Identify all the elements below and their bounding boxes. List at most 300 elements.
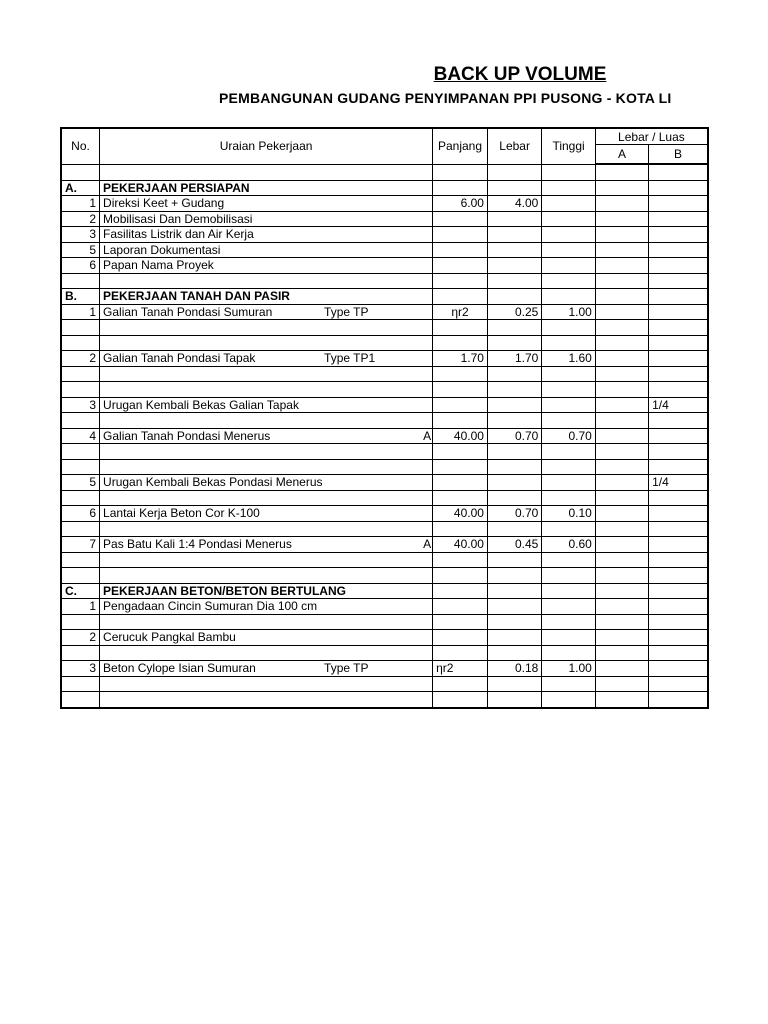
row-no: B.: [61, 289, 100, 305]
row-a: [595, 614, 648, 630]
row-a: [595, 475, 648, 491]
row-a: [595, 397, 648, 413]
row-no: [61, 614, 100, 630]
row-a: [595, 444, 648, 460]
row-a: [595, 599, 648, 615]
row-b: [649, 289, 708, 305]
row-tinggi: [542, 397, 595, 413]
row-lebar: 0.70: [487, 428, 541, 444]
row-no: [61, 459, 100, 475]
row-a: [595, 211, 648, 227]
row-description: [100, 645, 433, 661]
row-b: [649, 180, 708, 196]
row-lebar: [487, 692, 541, 708]
table-row: [61, 273, 708, 289]
row-a: [595, 490, 648, 506]
row-no: [61, 366, 100, 382]
row-panjang: [433, 242, 488, 258]
row-type: Type TP: [324, 661, 369, 675]
row-a: [595, 676, 648, 692]
table-row: [61, 630, 708, 646]
header-lebar: Lebar: [487, 128, 541, 164]
row-lebar: [487, 645, 541, 661]
row-tinggi: [542, 382, 595, 398]
row-lebar: [487, 397, 541, 413]
row-no: [61, 382, 100, 398]
row-description: [100, 583, 433, 599]
row-description-text: Urugan Kembali Bekas Galian Tapak: [103, 397, 299, 412]
row-no: 1: [61, 196, 100, 212]
row-panjang: [433, 645, 488, 661]
row-tinggi: [542, 568, 595, 584]
row-no: [61, 568, 100, 584]
row-b: [649, 459, 708, 475]
row-panjang: [433, 211, 488, 227]
header-b: B: [649, 145, 708, 165]
row-no: 2: [61, 630, 100, 646]
row-a: [595, 645, 648, 661]
row-lebar: [487, 366, 541, 382]
row-panjang: 6.00: [433, 196, 488, 212]
row-b: [649, 521, 708, 537]
row-tinggi: [542, 490, 595, 506]
row-panjang: 1.70: [433, 351, 488, 367]
row-tinggi: [542, 320, 595, 336]
row-a: [595, 459, 648, 475]
row-tinggi: [542, 289, 595, 305]
row-panjang: [433, 614, 488, 630]
row-lebar: [487, 211, 541, 227]
table-row: [61, 320, 708, 336]
row-lebar: [487, 320, 541, 336]
table-row: [61, 692, 708, 708]
row-panjang: [433, 180, 488, 196]
row-tinggi: [542, 692, 595, 708]
row-no: [61, 676, 100, 692]
row-tinggi: [542, 258, 595, 274]
row-no: 5: [61, 475, 100, 491]
table-row: [61, 475, 708, 491]
row-panjang: [433, 335, 488, 351]
row-a: [595, 692, 648, 708]
row-description: [100, 397, 433, 413]
row-lebar: [487, 676, 541, 692]
header-panjang: Panjang: [433, 128, 488, 164]
table-row: [61, 568, 708, 584]
row-b: [649, 258, 708, 274]
row-panjang: [433, 568, 488, 584]
row-description: [100, 428, 433, 444]
row-no: 3: [61, 661, 100, 677]
row-no: 4: [61, 428, 100, 444]
row-description: [100, 444, 433, 460]
row-b: [649, 506, 708, 522]
header-uraian: Uraian Pekerjaan: [100, 128, 433, 164]
row-lebar: 0.18: [487, 661, 541, 677]
row-lebar: [487, 459, 541, 475]
row-a: [595, 630, 648, 646]
table-row: [61, 196, 708, 212]
row-a: [595, 521, 648, 537]
row-lebar: [487, 242, 541, 258]
row-lebar: [487, 164, 541, 180]
table-row: [61, 258, 708, 274]
row-b: [649, 490, 708, 506]
table-row: [61, 366, 708, 382]
row-b: [649, 537, 708, 553]
page-subtitle: PEMBANGUNAN GUDANG PENYIMPANAN PPI PUSONG - KOTA LI: [219, 90, 672, 106]
row-lebar: 0.25: [487, 304, 541, 320]
table-row: [61, 397, 708, 413]
row-b: [649, 676, 708, 692]
row-description-text: Galian Tanah Pondasi Tapak: [103, 351, 256, 366]
row-tinggi: [542, 366, 595, 382]
row-b: [649, 599, 708, 615]
row-lebar: 0.70: [487, 506, 541, 522]
table-row: [61, 242, 708, 258]
row-b: [649, 661, 708, 677]
header-tinggi: Tinggi: [542, 128, 595, 164]
row-lebar: [487, 444, 541, 460]
row-panjang: [433, 258, 488, 274]
row-description: [100, 258, 433, 274]
row-b: [649, 692, 708, 708]
row-no: [61, 320, 100, 336]
row-description-text: PEKERJAAN PERSIAPAN: [103, 180, 250, 195]
row-tinggi: [542, 196, 595, 212]
header-a: A: [595, 145, 648, 165]
row-lebar: [487, 552, 541, 568]
row-description: [100, 242, 433, 258]
row-panjang: 40.00: [433, 428, 488, 444]
row-panjang: [433, 164, 488, 180]
row-no: 1: [61, 304, 100, 320]
row-tinggi: [542, 211, 595, 227]
row-mark: A: [423, 537, 432, 551]
row-b: 1/4: [649, 475, 708, 491]
table-row: [61, 164, 708, 180]
row-panjang: [433, 227, 488, 243]
table-row: [61, 289, 708, 305]
table-row: [61, 614, 708, 630]
table-row: [61, 537, 708, 553]
row-b: [649, 164, 708, 180]
row-a: [595, 552, 648, 568]
row-tinggi: [542, 630, 595, 646]
row-panjang: [433, 490, 488, 506]
row-panjang: [433, 676, 488, 692]
row-b: [649, 273, 708, 289]
row-b: [649, 227, 708, 243]
row-b: [649, 196, 708, 212]
row-description: [100, 676, 433, 692]
row-panjang: [433, 630, 488, 646]
row-description: [100, 490, 433, 506]
row-description: [100, 506, 433, 522]
row-description: [100, 568, 433, 584]
row-type: Type TP1: [324, 351, 376, 365]
row-no: [61, 552, 100, 568]
table-row: [61, 676, 708, 692]
row-panjang: [433, 413, 488, 429]
row-a: [595, 506, 648, 522]
row-tinggi: [542, 475, 595, 491]
row-no: [61, 521, 100, 537]
row-lebar: [487, 258, 541, 274]
row-tinggi: 1.00: [542, 661, 595, 677]
row-tinggi: 0.10: [542, 506, 595, 522]
table-row: [61, 227, 708, 243]
row-no: [61, 273, 100, 289]
row-description-text: PEKERJAAN TANAH DAN PASIR: [103, 289, 290, 304]
row-panjang: [433, 382, 488, 398]
row-lebar: [487, 599, 541, 615]
row-tinggi: [542, 180, 595, 196]
row-panjang: [433, 599, 488, 615]
page-title: BACK UP VOLUME: [433, 64, 607, 85]
table-row: [61, 599, 708, 615]
row-b: 1/4: [649, 397, 708, 413]
row-no: 2: [61, 351, 100, 367]
row-description: [100, 273, 433, 289]
row-description: [100, 661, 433, 677]
row-a: [595, 304, 648, 320]
row-a: [595, 258, 648, 274]
row-panjang: 40.00: [433, 537, 488, 553]
row-description-text: Galian Tanah Pondasi Menerus: [103, 428, 271, 443]
row-tinggi: [542, 614, 595, 630]
row-b: [649, 351, 708, 367]
row-panjang: 40.00: [433, 506, 488, 522]
row-lebar: [487, 583, 541, 599]
row-a: [595, 351, 648, 367]
table-row: [61, 304, 708, 320]
table-row: [61, 444, 708, 460]
row-lebar: [487, 521, 541, 537]
row-a: [595, 227, 648, 243]
table-row: [61, 552, 708, 568]
row-panjang: [433, 552, 488, 568]
row-tinggi: 0.70: [542, 428, 595, 444]
row-lebar: [487, 180, 541, 196]
table-row: [61, 583, 708, 599]
table-row: [61, 211, 708, 227]
row-b: [649, 382, 708, 398]
row-description: [100, 413, 433, 429]
row-lebar: 0.45: [487, 537, 541, 553]
row-no: 3: [61, 227, 100, 243]
row-b: [649, 614, 708, 630]
row-description-text: Mobilisasi Dan Demobilisasi: [103, 211, 253, 226]
row-lebar: [487, 413, 541, 429]
row-b: [649, 211, 708, 227]
row-a: [595, 428, 648, 444]
row-a: [595, 537, 648, 553]
row-a: [595, 242, 648, 258]
row-description: [100, 227, 433, 243]
table-row: [61, 335, 708, 351]
row-tinggi: [542, 413, 595, 429]
row-tinggi: [542, 583, 595, 599]
volume-table-container: [60, 127, 709, 709]
row-description: [100, 304, 433, 320]
row-lebar: [487, 475, 541, 491]
header-no: No.: [61, 128, 100, 164]
row-description: [100, 289, 433, 305]
row-description: [100, 475, 433, 491]
row-description-text: Beton Cylope Isian Sumuran: [103, 661, 256, 676]
row-tinggi: [542, 552, 595, 568]
row-no: [61, 692, 100, 708]
header-lebar-luas: Lebar / Luas: [595, 128, 708, 145]
row-description: [100, 599, 433, 615]
row-tinggi: [542, 164, 595, 180]
row-tinggi: [542, 676, 595, 692]
row-tinggi: [542, 335, 595, 351]
row-panjang: [433, 273, 488, 289]
row-a: [595, 289, 648, 305]
table-row: [61, 490, 708, 506]
row-lebar: [487, 227, 541, 243]
row-tinggi: 0.60: [542, 537, 595, 553]
row-lebar: 1.70: [487, 351, 541, 367]
row-lebar: [487, 490, 541, 506]
row-panjang: [433, 366, 488, 382]
row-no: A.: [61, 180, 100, 196]
row-description: [100, 537, 433, 553]
row-no: 5: [61, 242, 100, 258]
row-b: [649, 428, 708, 444]
row-b: [649, 568, 708, 584]
row-description-text: PEKERJAAN BETON/BETON BERTULANG: [103, 583, 346, 598]
row-description: [100, 211, 433, 227]
row-a: [595, 583, 648, 599]
row-tinggi: 1.00: [542, 304, 595, 320]
row-panjang: [433, 459, 488, 475]
row-panjang: [433, 289, 488, 305]
row-b: [649, 552, 708, 568]
table-row: [61, 351, 708, 367]
row-lebar: [487, 614, 541, 630]
row-no: 1: [61, 599, 100, 615]
row-no: C.: [61, 583, 100, 599]
row-a: [595, 273, 648, 289]
table-row: [61, 428, 708, 444]
volume-table: [60, 127, 709, 709]
row-lebar: [487, 289, 541, 305]
row-description-text: Pas Batu Kali 1:4 Pondasi Menerus: [103, 537, 292, 552]
row-panjang: [433, 397, 488, 413]
row-a: [595, 196, 648, 212]
table-row: [61, 506, 708, 522]
row-no: [61, 645, 100, 661]
row-description: [100, 521, 433, 537]
row-b: [649, 242, 708, 258]
row-b: [649, 366, 708, 382]
row-tinggi: [542, 645, 595, 661]
row-description-text: Papan Nama Proyek: [103, 258, 214, 273]
row-type: Type TP: [324, 304, 369, 319]
row-panjang: ηr2: [433, 661, 488, 677]
row-description: [100, 366, 433, 382]
row-description: [100, 164, 433, 180]
row-no: 2: [61, 211, 100, 227]
row-no: [61, 413, 100, 429]
row-description-text: Fasilitas Listrik dan Air Kerja: [103, 227, 254, 242]
header-row-1: [61, 128, 708, 145]
row-description-text: Urugan Kembali Bekas Pondasi Menerus: [103, 475, 323, 490]
row-description: [100, 459, 433, 475]
row-no: [61, 164, 100, 180]
row-description-text: Cerucuk Pangkal Bambu: [103, 630, 236, 645]
row-lebar: [487, 335, 541, 351]
row-no: 6: [61, 258, 100, 274]
row-lebar: 4.00: [487, 196, 541, 212]
row-no: 6: [61, 506, 100, 522]
table-row: [61, 382, 708, 398]
row-tinggi: [542, 459, 595, 475]
row-description: [100, 320, 433, 336]
row-lebar: [487, 630, 541, 646]
row-b: [649, 630, 708, 646]
row-a: [595, 661, 648, 677]
table-row: [61, 645, 708, 661]
row-lebar: [487, 568, 541, 584]
table-row: [61, 459, 708, 475]
row-description: [100, 180, 433, 196]
row-b: [649, 444, 708, 460]
row-tinggi: [542, 599, 595, 615]
row-panjang: [433, 320, 488, 336]
row-description-text: Lantai Kerja Beton Cor K-100: [103, 506, 260, 521]
row-b: [649, 335, 708, 351]
row-tinggi: [542, 227, 595, 243]
row-a: [595, 335, 648, 351]
row-no: [61, 335, 100, 351]
row-lebar: [487, 273, 541, 289]
table-row: [61, 661, 708, 677]
row-panjang: [433, 692, 488, 708]
row-tinggi: 1.60: [542, 351, 595, 367]
row-description: [100, 692, 433, 708]
row-no: 3: [61, 397, 100, 413]
row-description: [100, 552, 433, 568]
table-row: [61, 180, 708, 196]
row-b: [649, 304, 708, 320]
row-no: [61, 444, 100, 460]
row-tinggi: [542, 273, 595, 289]
row-description-text: Direksi Keet + Gudang: [103, 196, 225, 211]
row-description: [100, 382, 433, 398]
row-description: [100, 614, 433, 630]
row-a: [595, 413, 648, 429]
row-b: [649, 645, 708, 661]
table-row: [61, 521, 708, 537]
row-no: 7: [61, 537, 100, 553]
row-a: [595, 164, 648, 180]
row-panjang: [433, 475, 488, 491]
row-a: [595, 382, 648, 398]
row-description-text: Galian Tanah Pondasi Sumuran: [103, 304, 273, 319]
row-b: [649, 320, 708, 336]
row-panjang: [433, 444, 488, 460]
row-panjang: [433, 583, 488, 599]
row-a: [595, 180, 648, 196]
row-description: [100, 196, 433, 212]
row-mark: A: [423, 428, 432, 443]
row-tinggi: [542, 521, 595, 537]
table-row: [61, 413, 708, 429]
